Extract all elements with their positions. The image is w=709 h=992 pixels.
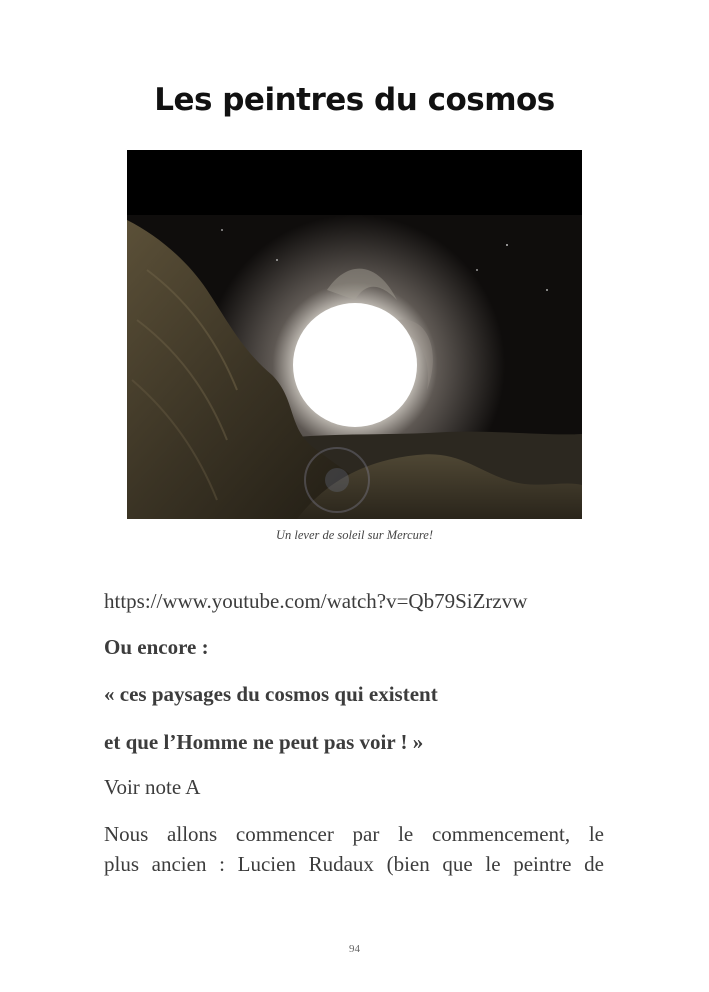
note-reference: Voir note A <box>104 775 201 799</box>
youtube-link[interactable]: https://www.youtube.com/watch?v=Qb79SiZrzvw <box>104 589 528 613</box>
quote-line-1: « ces paysages du cosmos qui existent <box>104 682 438 706</box>
quote-line-2: et que l’Homme ne peut pas voir ! » <box>104 730 424 754</box>
or-line: Ou encore : <box>104 635 209 659</box>
image-caption: Un lever de soleil sur Mercure! <box>275 528 433 542</box>
page-number: 94 <box>349 943 360 955</box>
mercury-sunrise-image <box>127 150 582 519</box>
paragraph-line-1: Nous allons commencer par le commencement, le <box>104 822 604 846</box>
page-title: Les peintres du cosmos <box>154 82 555 118</box>
paragraph-line-2: plus ancien : Lucien Rudaux (bien que le peintre de <box>104 852 604 876</box>
